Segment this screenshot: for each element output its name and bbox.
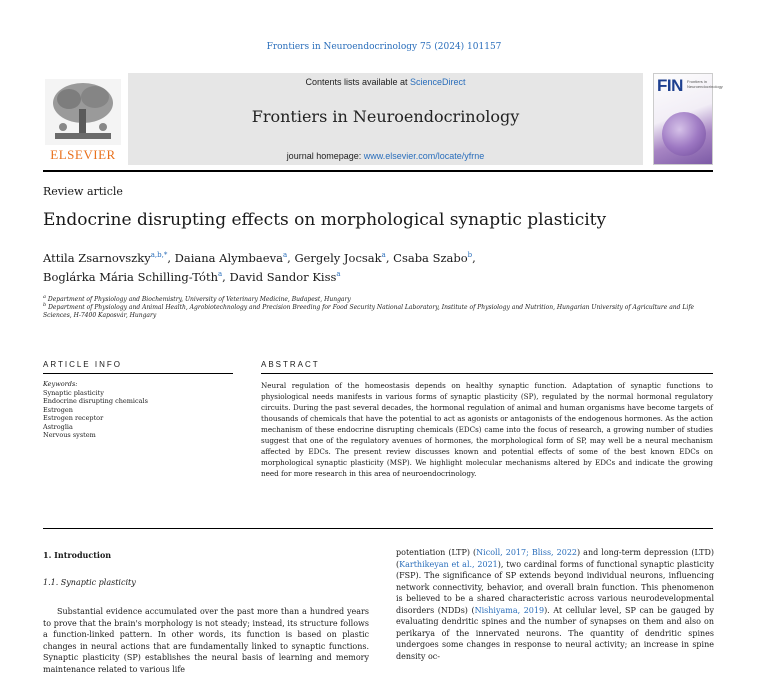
affiliation-b: $^b$ Department of Physiology and Animal Health, Agrobiotechnology and Precision Breeding for Food Security National Laboratory, Institute of Physiology and Nutrition, Hungarian University of Agriculture and Life Sciences, H-7400 Kaposvár, Hungary [43,302,695,319]
reference-link[interactable]: Karthikeyan et al., 2021 [399,559,498,569]
journal-citation[interactable]: Frontiers in Neuroendocrinology 75 (2024) 101157 [266,42,502,52]
article-title: Endocrine disrupting effects on morphological synaptic plasticity [43,210,607,230]
article-type: Review article [43,185,123,198]
keyword: Endocrine disrupting chemicals [43,397,148,405]
journal-title: Frontiers in Neuroendocrinology [251,107,520,126]
homepage-prefix: journal homepage: [286,151,364,161]
body-text: ), two cardinal forms of functional synaptic plasticity (FSP). The significance of SP extends beyond individual neurons, influencing network connectivity, behavior, and overall brain function. This phenomenon is believed to be a shared characteristic across various neurodevelopmental disorders (NDDs) ( [396,559,714,615]
keyword: Astroglia [43,422,73,431]
affiliation-a: $^a$ Department of Physiology and Biochemistry, University of Veterinary Medicine, Budapest, Hungary [43,294,351,303]
body-text: potentiation (LTP) ( [396,548,477,557]
abstract-text: Neural regulation of the homeostasis depends on healthy synaptic function. Adaptation of synaptic functions to physiological needs manifests in various forms of synaptic plasticity (SP), regulated by the normal hormonal regulatory circuits. During the past several decades, the hormonal regulation of animal and human organisms have become targets of thousands of chemicals that have the potential to act as agonists or antagonists of the endogenous hormones. As the action mechanism of these endocrine disrupting chemicals (EDCs) came into the focus of research, a growing number of studies suggest that one of the regulatory avenues of hormones, the morphological form of SP, may well be a neural mechanism affected by EDCs. The present review discusses known and potential effects of some of the best known EDCs on morphological synaptic plasticity (MSP). We highlight molecular mechanisms altered by EDCs and indicate the growing need for more research in this area of neuroendocrinology. [261,381,713,478]
keyword: Estrogen receptor [43,414,104,422]
abstract-heading: ABSTRACT [261,360,320,369]
elsevier-logo[interactable] [43,73,123,165]
keyword: Estrogen [43,405,73,414]
body-text: ). At cellular level, SP can be gauged by evaluating dendritic spines and the number of synapses on them and also on perikarya of the innervated neurons. The quantity of dendritic spines undergoes some changes in response to neural activity; an increase in spine density oc- [396,605,714,661]
journal-header [43,73,723,165]
elsevier-tree-icon [45,79,121,145]
header-rule [43,170,713,172]
keyword: Nervous system [43,431,96,439]
cover-subtitle: Frontiers in Neuroendocrinology [687,79,723,89]
reference-link[interactable]: Nishiyama, 2019 [474,605,545,615]
publisher-name: ELSEVIER [50,147,116,162]
author[interactable]: David Sandor Kiss$^a$ [229,269,341,284]
body-left-column: Substantial evidence accumulated over the past more than a hundred years to prove that the brain's morphology is not steady; instead, its structure follows a function-linked pattern. In other words, its function is based on plastic changes in neural actions that are fundamentally linked to synaptic functions. Synaptic plasticity (SP) establishes the neural basis of learning and memory maintenance related to various life [43,607,369,674]
keywords-block [43,380,233,440]
journal-banner [128,73,643,165]
brain-illustration-icon [662,112,706,156]
keywords-label: Keywords: [43,380,78,388]
abstract-rule [261,373,713,374]
keyword: Synaptic plasticity [43,388,104,397]
author[interactable]: Gergely Jocsak$^a$ [294,250,386,265]
article-info-rule [43,373,233,374]
body-right-column [396,547,714,662]
author[interactable]: Attila Zsarnovszky$^{a,b,*}$ [43,250,168,265]
author[interactable]: Boglárka Mária Schilling-Tóth$^a$ [43,269,223,284]
sciencedirect-link[interactable]: ScienceDirect [410,77,466,87]
contents-prefix: Contents lists available at [305,77,411,87]
author[interactable]: Csaba Szabo$^b$ [393,250,473,265]
abstract-bottom-rule [43,528,713,529]
reference-link[interactable]: Nicoll, 2017; Bliss, 2022 [476,548,577,557]
subsection-heading: 1.1. Synaptic plasticity [43,578,136,587]
author-list: Attila Zsarnovszky$^{a,b,*}$, Daiana Alymbaeva$^a$, Gergely Jocsak$^a$, Csaba Szabo$^b$, Boglárka Mária Schilling-Tóth$^a$, David Sandor Kiss$^a$ [43,250,476,284]
journal-homepage-link[interactable]: www.elsevier.com/locate/yfrne [363,151,485,161]
author[interactable]: Daiana Alymbaeva$^a$ [174,250,288,265]
cover-abbrev: FIN [657,76,683,95]
contents-line [128,77,643,87]
body-text: ) and long-term depression (LTD) ( [396,548,714,569]
section-heading: 1. Introduction [43,550,112,560]
homepage-line [128,151,643,161]
article-info-heading: ARTICLE INFO [43,360,122,369]
journal-cover-thumbnail[interactable] [653,73,723,165]
